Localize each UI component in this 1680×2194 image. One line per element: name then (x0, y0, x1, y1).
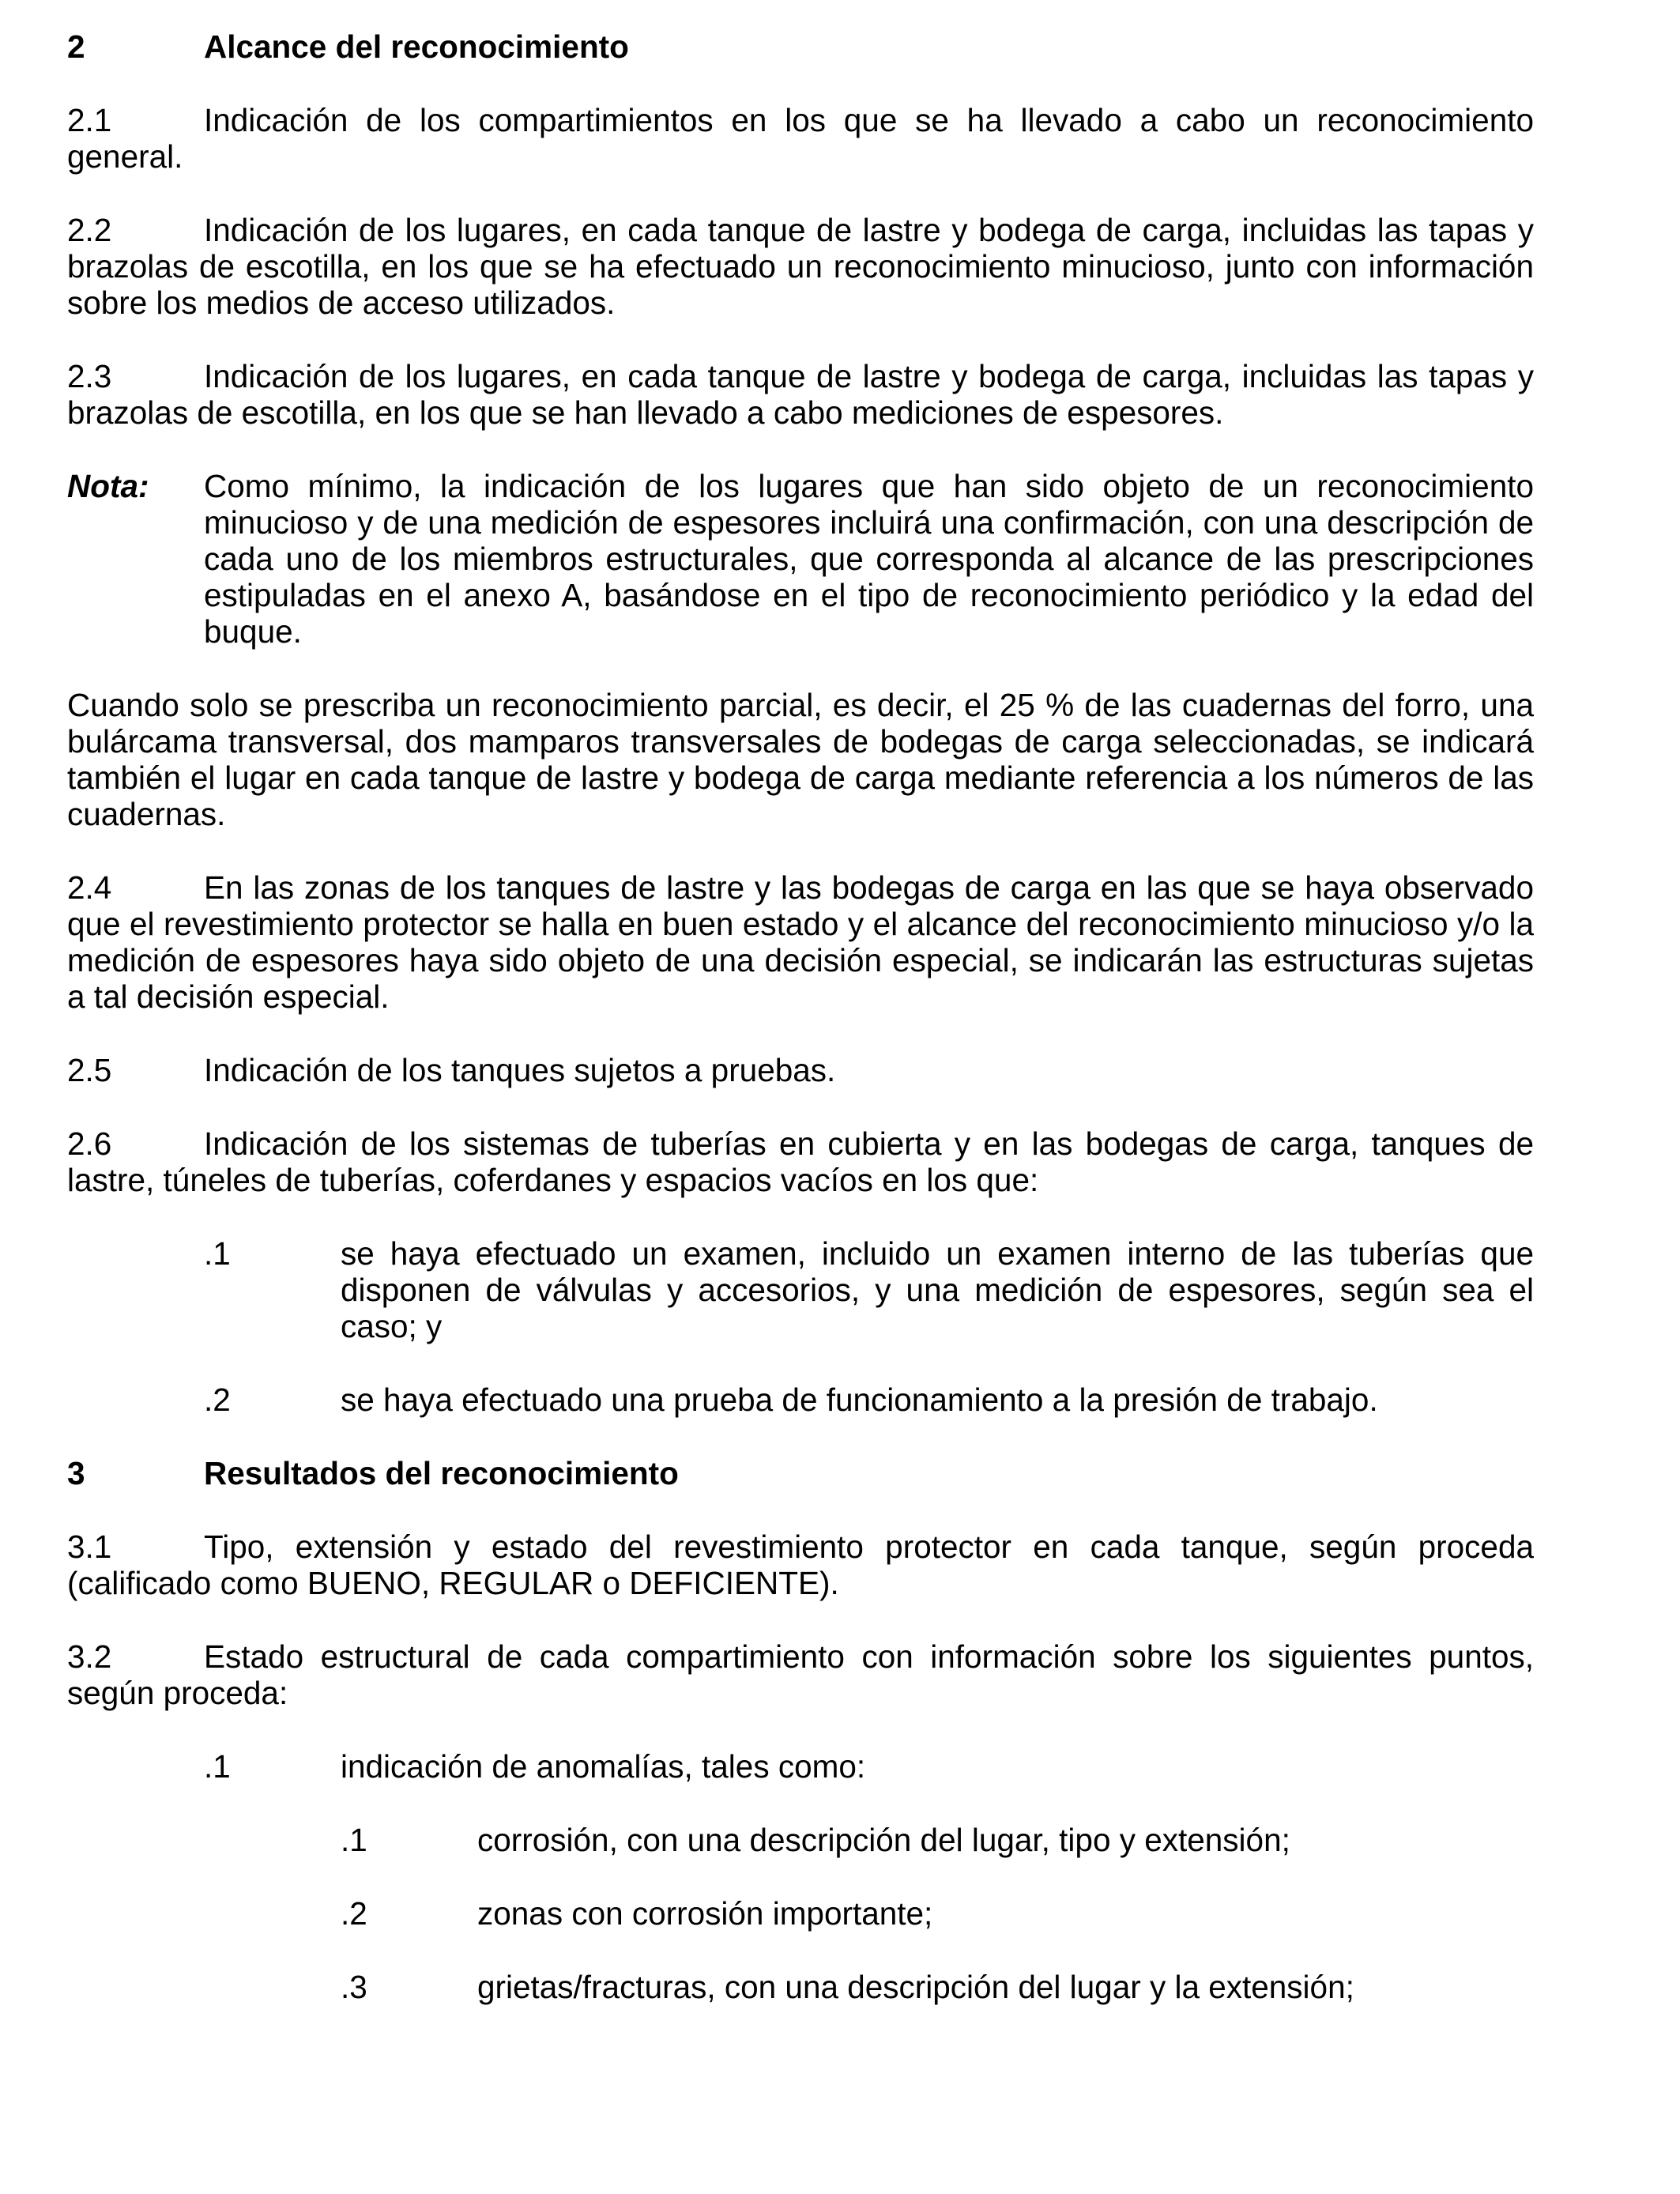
paragraph-number: 3.1 (67, 1529, 112, 1565)
section-3-heading (67, 1455, 1534, 1491)
list-item-marker: .1 (204, 1748, 231, 1785)
list-item-marker: .3 (341, 1969, 367, 2005)
list-item-marker: .2 (204, 1382, 231, 1418)
list-item-text: grietas/fracturas, con una descripción del lugar y la extensión; (477, 1969, 1354, 2005)
list-item (67, 1235, 1534, 1344)
list-item (67, 1748, 1534, 1785)
section-number: 2 (67, 28, 85, 65)
paragraph-text: Indicación de los lugares, en cada tanque de lastre y bodega de carga, incluidas las tapas y brazolas de escotilla, en los que se ha efectuado un reconocimiento minucioso, junto con información sobre los medios de acceso utilizados. (67, 212, 1534, 321)
paragraph-2-4 (67, 869, 1534, 1015)
list-item-marker: .1 (341, 1822, 367, 1858)
section-title: Resultados del reconocimiento (204, 1455, 679, 1491)
note-label: Nota: (67, 468, 149, 504)
list-item-text: corrosión, con una descripción del lugar, tipo y extensión; (477, 1822, 1290, 1858)
paragraph-text: Estado estructural de cada compartimiento con información sobre los siguientes puntos, según proceda: (67, 1638, 1534, 1711)
sub-list-item (67, 1969, 1534, 2005)
section-number: 3 (67, 1455, 85, 1491)
paragraph-3-1 (67, 1529, 1534, 1601)
paragraph-partial-survey: Cuando solo se prescriba un reconocimiento parcial, es decir, el 25 % de las cuadernas del forro, una bulárcama transversal, dos mamparos transversales de bodegas de carga seleccionadas, se indicará también el lugar en cada tanque de lastre y bodega de carga mediante referencia a los números de las cuadernas. (67, 687, 1534, 832)
list-item-text: zonas con corrosión importante; (477, 1895, 933, 1932)
paragraph-2-6 (67, 1125, 1534, 1198)
paragraph-text: Indicación de los tanques sujetos a pruebas. (204, 1052, 836, 1088)
paragraph-number: 2.6 (67, 1125, 112, 1162)
list-item-text: indicación de anomalías, tales como: (341, 1748, 866, 1785)
paragraph-text: Indicación de los sistemas de tuberías en cubierta y en las bodegas de carga, tanques de lastre, túneles de tuberías, coferdanes y espacios vacíos en los que: (67, 1125, 1534, 1198)
list-item (67, 1382, 1534, 1418)
paragraph-number: 2.4 (67, 869, 112, 906)
list-item-text: se haya efectuado una prueba de funcionamiento a la presión de trabajo. (341, 1382, 1378, 1418)
document-page (67, 28, 1534, 2042)
sub-list-item (67, 1895, 1534, 1932)
paragraph-3-2 (67, 1638, 1534, 1711)
paragraph-text: Tipo, extensión y estado del revestimiento protector en cada tanque, según proceda (calificado como BUENO, REGULAR o DEFICIENTE). (67, 1529, 1534, 1601)
paragraph-text: Indicación de los lugares, en cada tanque de lastre y bodega de carga, incluidas las tapas y brazolas de escotilla, en los que se han llevado a cabo mediciones de espesores. (67, 358, 1534, 431)
paragraph-number: 2.5 (67, 1052, 112, 1088)
paragraph-text: Indicación de los compartimientos en los que se ha llevado a cabo un reconocimiento general. (67, 102, 1534, 175)
paragraph-number: 3.2 (67, 1638, 112, 1675)
list-item-marker: .1 (204, 1235, 231, 1272)
paragraph-number: 2.2 (67, 212, 112, 248)
paragraph-number: 2.1 (67, 102, 112, 138)
paragraph-2-3 (67, 358, 1534, 431)
paragraph-2-5 (67, 1052, 1534, 1088)
list-item-text: se haya efectuado un examen, incluido un examen interno de las tuberías que disponen de válvulas y accesorios, y una medición de espesores, según sea el caso; y (341, 1235, 1534, 1344)
section-2-heading (67, 28, 1534, 65)
paragraph-text: En las zonas de los tanques de lastre y las bodegas de carga en las que se haya observado que el revestimiento protector se halla en buen estado y el alcance del reconocimiento minucioso y/o la medición de espesores haya sido objeto de una decisión especial, se indicarán las estructuras sujetas a tal decisión especial. (67, 869, 1534, 1015)
section-title: Alcance del reconocimiento (204, 28, 629, 65)
list-item-marker: .2 (341, 1895, 367, 1932)
note-text: Como mínimo, la indicación de los lugares que han sido objeto de un reconocimiento minucioso y de una medición de espesores incluirá una confirmación, con una descripción de cada uno de los miembros estructurales, que corresponda al alcance de las prescripciones estipuladas en el anexo A, basándose en el tipo de reconocimiento periódico y la edad del buque. (204, 468, 1534, 650)
paragraph-number: 2.3 (67, 358, 112, 394)
note-block (67, 468, 1534, 650)
sub-list-item (67, 1822, 1534, 1858)
paragraph-2-1 (67, 102, 1534, 175)
paragraph-2-2 (67, 212, 1534, 321)
